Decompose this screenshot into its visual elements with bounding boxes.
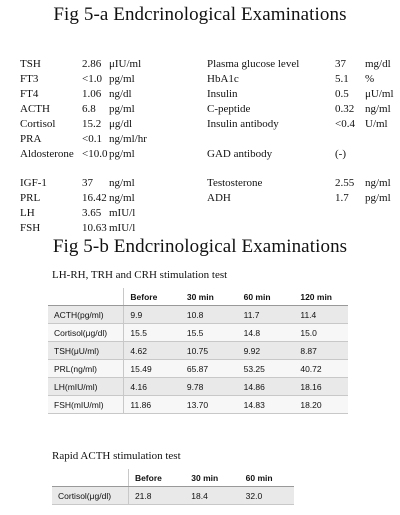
table-cell: 10.75 <box>181 342 238 360</box>
lab-unit: pg/ml <box>365 192 391 204</box>
lab-row <box>20 57 169 72</box>
lab-unit: % <box>365 73 375 85</box>
column-header: 30 min <box>181 288 238 306</box>
lab-values-right <box>207 57 400 206</box>
table-cell: 8.87 <box>294 342 348 360</box>
lab-value: <0.4 <box>335 118 355 130</box>
column-header: 60 min <box>240 469 294 487</box>
lab-name: Aldosterone <box>20 148 74 160</box>
lab-value: 1.7 <box>335 192 349 204</box>
row-label: Cortisol(μg/dl) <box>48 324 124 342</box>
lab-unit: ng/ml <box>109 192 135 204</box>
lab-unit: mg/dl <box>365 58 391 70</box>
row-label: PRL(ng/ml) <box>48 360 124 378</box>
table-cell: 15.0 <box>294 324 348 342</box>
lab-name: Insulin <box>207 88 238 100</box>
lab-name: IGF-1 <box>20 177 47 189</box>
lab-value: <1.0 <box>82 73 102 85</box>
table-cell: 15.49 <box>124 360 181 378</box>
lab-name: FT4 <box>20 88 39 100</box>
table-cell: 21.8 <box>128 487 185 505</box>
lab-name: PRA <box>20 133 42 145</box>
table-cell: 15.5 <box>181 324 238 342</box>
acth-test-table <box>52 469 294 505</box>
lab-name: ADH <box>207 192 231 204</box>
lab-value: 2.86 <box>82 58 102 70</box>
table-cell: 13.70 <box>181 396 238 414</box>
lab-name: Plasma glucose level <box>207 58 300 70</box>
table-cell: 11.7 <box>238 306 295 324</box>
fig-5a-title: Fig 5-a Endcrinological Examinations <box>53 4 347 25</box>
column-header: Before <box>128 469 185 487</box>
table-cell: 10.8 <box>181 306 238 324</box>
lab-value: 0.32 <box>335 103 355 115</box>
lab-row <box>207 72 400 87</box>
lab-row <box>20 87 169 102</box>
lab-value: 1.06 <box>82 88 102 100</box>
acth-test-title: Rapid ACTH stimulation test <box>52 450 181 462</box>
table-cell: 9.92 <box>238 342 295 360</box>
lab-value: 2.55 <box>335 177 355 189</box>
table-cell: 18.20 <box>294 396 348 414</box>
row-label: Cortisol(μg/dl) <box>52 487 128 505</box>
table-cell: 18.4 <box>185 487 239 505</box>
table-row <box>48 360 348 378</box>
lab-row <box>20 72 169 87</box>
table-row <box>48 378 348 396</box>
column-header: Before <box>124 288 181 306</box>
lab-row <box>20 117 169 132</box>
lab-unit: U/ml <box>365 118 388 130</box>
stimulation-test-title: LH-RH, TRH and CRH stimulation test <box>52 269 228 281</box>
table-cell: 4.62 <box>124 342 181 360</box>
lab-unit: ng/ml <box>365 103 391 115</box>
row-label: FSH(mIU/ml) <box>48 396 124 414</box>
lab-unit: ng/ml <box>365 177 391 189</box>
table-row <box>48 396 348 414</box>
table-cell: 11.4 <box>294 306 348 324</box>
lab-value: 10.63 <box>82 222 107 234</box>
table-cell: 4.16 <box>124 378 181 396</box>
column-header <box>48 288 124 306</box>
table-cell: 11.86 <box>124 396 181 414</box>
lab-row <box>20 206 169 221</box>
lab-row <box>207 57 400 72</box>
lab-name: FT3 <box>20 73 39 85</box>
lab-name: LH <box>20 207 35 219</box>
lab-values-left <box>20 57 169 236</box>
lab-row <box>20 191 169 206</box>
table-cell: 18.16 <box>294 378 348 396</box>
lab-value: 3.65 <box>82 207 102 219</box>
table-row <box>52 487 294 505</box>
column-header: 120 min <box>294 288 348 306</box>
lab-row <box>20 102 169 117</box>
lab-row <box>207 176 400 191</box>
table-cell: 40.72 <box>294 360 348 378</box>
table-row <box>48 306 348 324</box>
lab-unit: μg/dl <box>109 118 133 130</box>
table-cell: 32.0 <box>240 487 294 505</box>
lab-name: C-peptide <box>207 103 251 115</box>
lab-name: Cortisol <box>20 118 56 130</box>
lab-name: HbA1c <box>207 73 239 85</box>
lab-unit: ng/ml/hr <box>109 133 147 145</box>
lab-unit: ng/ml <box>109 177 135 189</box>
lab-name: Testosterone <box>207 177 263 189</box>
lab-value: <0.1 <box>82 133 102 145</box>
lab-unit: mIU/l <box>109 207 136 219</box>
table-cell: 9.9 <box>124 306 181 324</box>
lab-value: 37 <box>335 58 346 70</box>
column-header: 30 min <box>185 469 239 487</box>
lab-value: 37 <box>82 177 93 189</box>
lab-value: (-) <box>335 148 346 160</box>
lab-unit: pg/ml <box>109 103 135 115</box>
lab-unit: ng/dl <box>109 88 132 100</box>
lab-value: 15.2 <box>82 118 102 130</box>
lab-name: Insulin antibody <box>207 118 279 130</box>
row-label: TSH(μU/ml) <box>48 342 124 360</box>
lab-value: 0.5 <box>335 88 349 100</box>
lab-unit: pg/ml <box>109 73 135 85</box>
lab-row <box>20 132 169 147</box>
lab-row <box>20 147 169 162</box>
lab-row <box>207 147 400 162</box>
lab-name: GAD antibody <box>207 148 273 160</box>
column-header <box>52 469 128 487</box>
lab-row <box>207 117 400 132</box>
lab-value: 5.1 <box>335 73 349 85</box>
lab-row <box>20 176 169 191</box>
row-label: ACTH(pg/ml) <box>48 306 124 324</box>
row-label: LH(mIU/ml) <box>48 378 124 396</box>
table-cell: 14.83 <box>238 396 295 414</box>
lab-value: 6.8 <box>82 103 96 115</box>
lab-unit: μU/ml <box>365 88 394 100</box>
table-cell: 53.25 <box>238 360 295 378</box>
stimulation-test-table <box>48 288 348 414</box>
table-cell: 14.86 <box>238 378 295 396</box>
lab-row <box>207 102 400 117</box>
lab-value: <10.0 <box>82 148 108 160</box>
table-cell: 15.5 <box>124 324 181 342</box>
lab-value: 16.42 <box>82 192 107 204</box>
table-row <box>48 342 348 360</box>
table-cell: 14.8 <box>238 324 295 342</box>
lab-name: PRL <box>20 192 41 204</box>
table-cell: 65.87 <box>181 360 238 378</box>
lab-unit: μIU/ml <box>109 58 142 70</box>
lab-row <box>20 221 169 236</box>
column-header: 60 min <box>238 288 295 306</box>
lab-name: FSH <box>20 222 41 234</box>
lab-unit: mIU/l <box>109 222 136 234</box>
lab-row <box>207 87 400 102</box>
table-cell: 9.78 <box>181 378 238 396</box>
lab-row <box>207 191 400 206</box>
table-row <box>48 324 348 342</box>
lab-name: TSH <box>20 58 41 70</box>
lab-name: ACTH <box>20 103 50 115</box>
lab-unit: pg/ml <box>109 148 135 160</box>
fig-5b-title: Fig 5-b Endcrinological Examinations <box>52 236 348 257</box>
